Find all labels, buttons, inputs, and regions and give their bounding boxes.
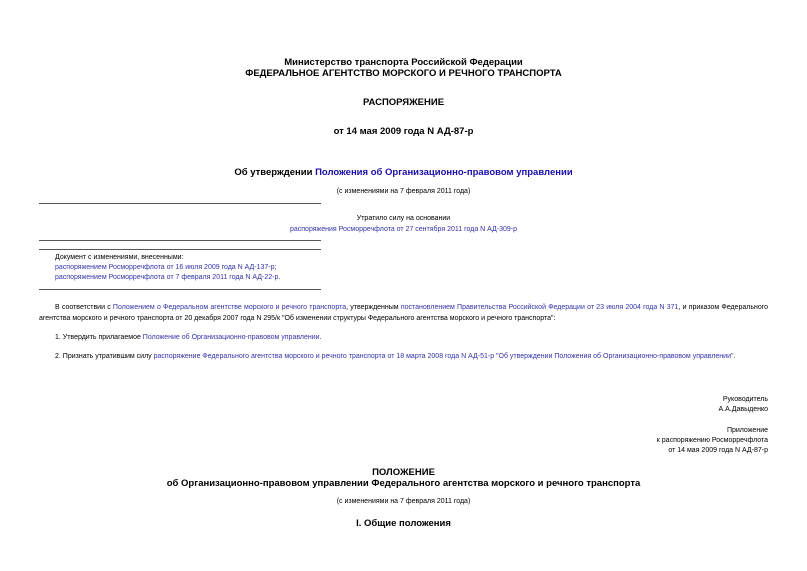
divider: [39, 249, 321, 250]
body-paragraph-2: [55, 334, 322, 341]
p3-link[interactable]: распоряжение Федерального агентства морского и речного транспорта от 18 марта 2008 года N АД-51-р "Об утверждении Положения об Организационно-правовом управлении": [153, 353, 734, 360]
ministry-name: Министерство транспорта Российской Федерации: [284, 57, 523, 68]
regulation-amendments: (с изменениями на 7 февраля 2011 года): [336, 498, 471, 505]
agency-name: ФЕДЕРАЛЬНОЕ АГЕНТСТВО МОРСКОГО И РЕЧНОГО ТРАНСПОРТА: [245, 68, 562, 79]
lapsed-text: Утратило силу на основании: [356, 215, 451, 222]
regulation-title: ПОЛОЖЕНИЕ: [372, 467, 435, 478]
body-paragraph-1: [39, 302, 768, 324]
p1-text-a: В соответствии с: [55, 304, 113, 311]
document-date-number: от 14 мая 2009 года N АД-87-р: [333, 126, 474, 137]
subject-link[interactable]: Положения об Организационно-правовом управлении: [315, 167, 573, 178]
p3-text-b: .: [733, 353, 736, 360]
changes-item[interactable]: распоряжением Росморречфлота от 7 февраля 2011 года N АД-22-р.: [55, 274, 281, 281]
p2-text-b: .: [319, 334, 322, 341]
p2-link[interactable]: Положение об Организационно-правовом управлении: [142, 334, 320, 341]
subject-amendments: (с изменениями на 7 февраля 2011 года): [336, 188, 471, 195]
regulation-subtitle: об Организационно-правовом управлении Федерального агентства морского и речного транспорта: [166, 478, 641, 489]
signature-position: Руководитель: [722, 396, 768, 403]
p2-text-a: 1. Утвердить прилагаемое: [55, 334, 143, 341]
section-heading: I. Общие положения: [356, 518, 451, 529]
divider: [39, 203, 321, 204]
divider: [39, 289, 321, 290]
p1-text-c: , и приказом Федерального агентства морского и речного транспорта от 20 декабря 2007 года N 295/к "Об изменении структуры Федерального агентства морского и речного транспорта":: [39, 304, 769, 322]
divider: [39, 240, 321, 241]
appendix-line-1: Приложение: [726, 427, 768, 434]
p1-text-b: , утвержденным: [346, 304, 401, 311]
p3-text-a: 2. Признать утратившим силу: [55, 353, 154, 360]
appendix-line-3: от 14 мая 2009 года N АД-87-р: [668, 447, 768, 454]
subject-prefix: Об утверждении: [234, 167, 316, 178]
p1-link-regulation[interactable]: Положением о Федеральном агентстве морского и речного транспорта: [112, 304, 347, 311]
document-subject: [0, 167, 807, 178]
body-paragraph-3: [55, 353, 735, 360]
changes-item[interactable]: распоряжением Росморречфлота от 16 июля 2009 года N АД-137-р;: [55, 264, 277, 271]
appendix-line-2: к распоряжению Росморречфлота: [656, 437, 768, 444]
document-type: РАСПОРЯЖЕНИЕ: [362, 97, 445, 108]
changes-title: Документ с изменениями, внесенными:: [55, 254, 184, 261]
lapsed-link[interactable]: распоряжения Росморречфлота от 27 сентября 2011 года N АД-309-р: [289, 226, 518, 233]
signature-name: А.А.Давыденко: [718, 406, 768, 413]
p1-link-resolution[interactable]: постановлением Правительства Российской Федерации от 23 июля 2004 года N 371: [400, 304, 679, 311]
